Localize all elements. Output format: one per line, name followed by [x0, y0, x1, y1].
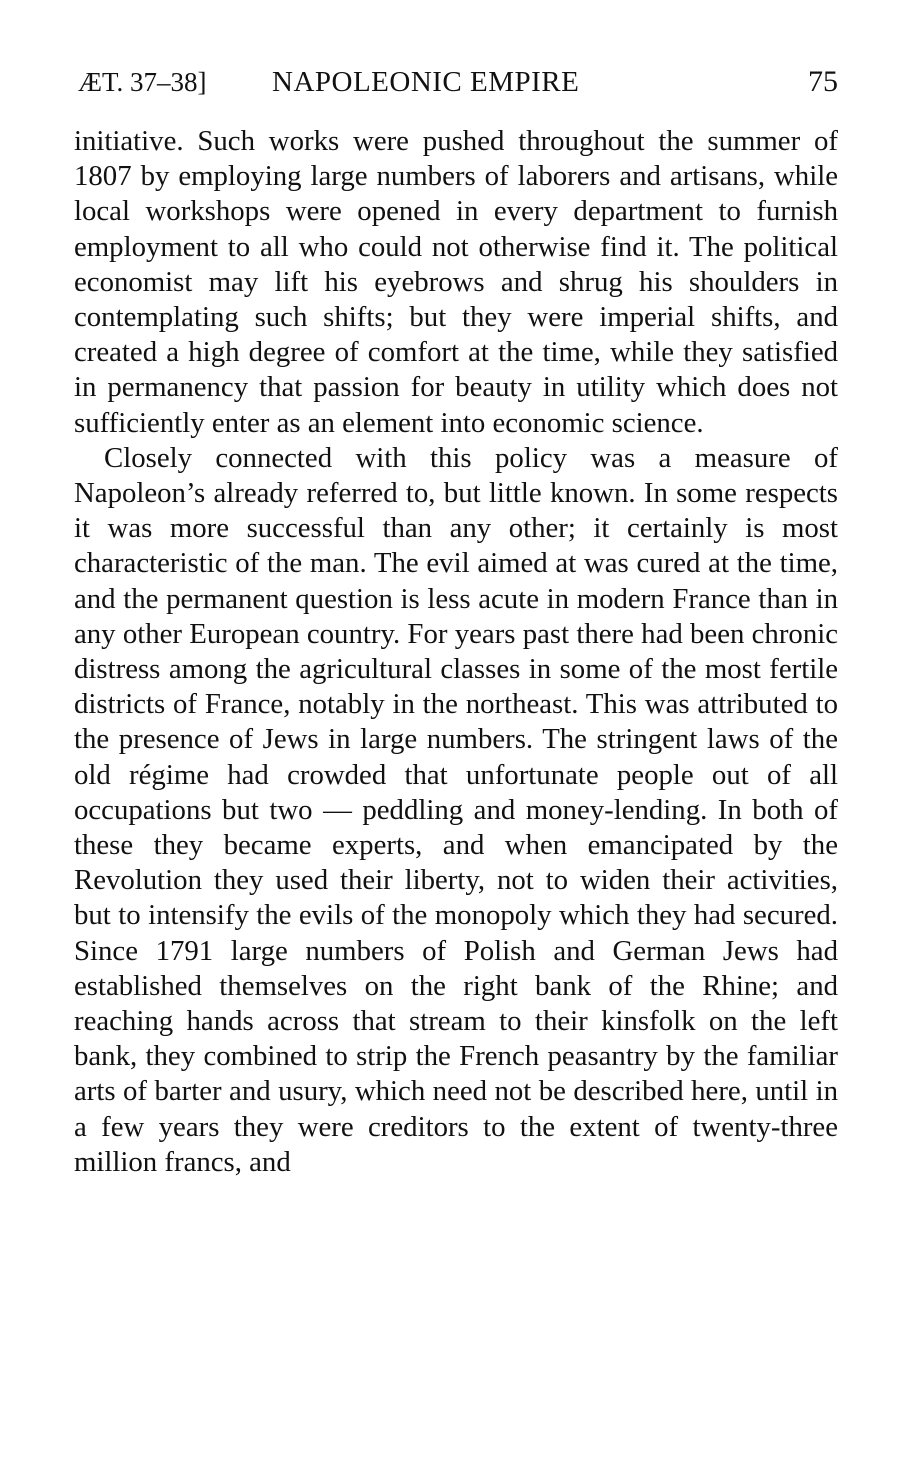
page-number: 75 [808, 65, 838, 98]
book-page [74, 62, 838, 1180]
body-text [74, 124, 838, 1180]
paragraph-1: initiative. Such works were pushed throughout the summer of 1807 by employing large numbers of laborers and artisans, while local workshops were opened in every department to furnish employment to all who could not otherwise find it. The political economist may lift his eyebrows and shrug his shoulders in contemplating such shifts; but they were imperial shifts, and created a high degree of comfort at the time, while they satisfied in permanency that passion for beauty in utility which does not sufficiently enter as an element into economic science. [74, 125, 838, 439]
running-head-title: NAPOLEONIC EMPIRE [272, 66, 580, 98]
running-head-left: ÆT. 37–38] [78, 67, 207, 97]
running-head [74, 62, 838, 102]
paragraph-2: Closely connected with this policy was a measure of Napoleon’s already referred to, but little known. In some respects it was more successful than any other; it certainly is most characteristic of the man. The evil aimed at was cured at the time, and the permanent question is less acute in modern France than in any other European country. For years past there had been chronic distress among the agricultural classes in some of the most fertile districts of France, notably in the northeast. This was attributed to the presence of Jews in large numbers. The stringent laws of the old régime had crowded that unfortunate people out of all occupations but two — peddling and money-lending. In both of these they became experts, and when emancipated by the Revolution they used their liberty, not to widen their activities, but to intensify the evils of the monopoly which they had secured. Since 1791 large numbers of Polish and German Jews had established themselves on the right bank of the Rhine; and reaching hands across that stream to their kinsfolk on the left bank, they combined to strip the French peasantry by the familiar arts of barter and usury, which need not be described here, until in a few years they were creditors to the extent of twenty-three million francs, and [74, 441, 838, 1178]
